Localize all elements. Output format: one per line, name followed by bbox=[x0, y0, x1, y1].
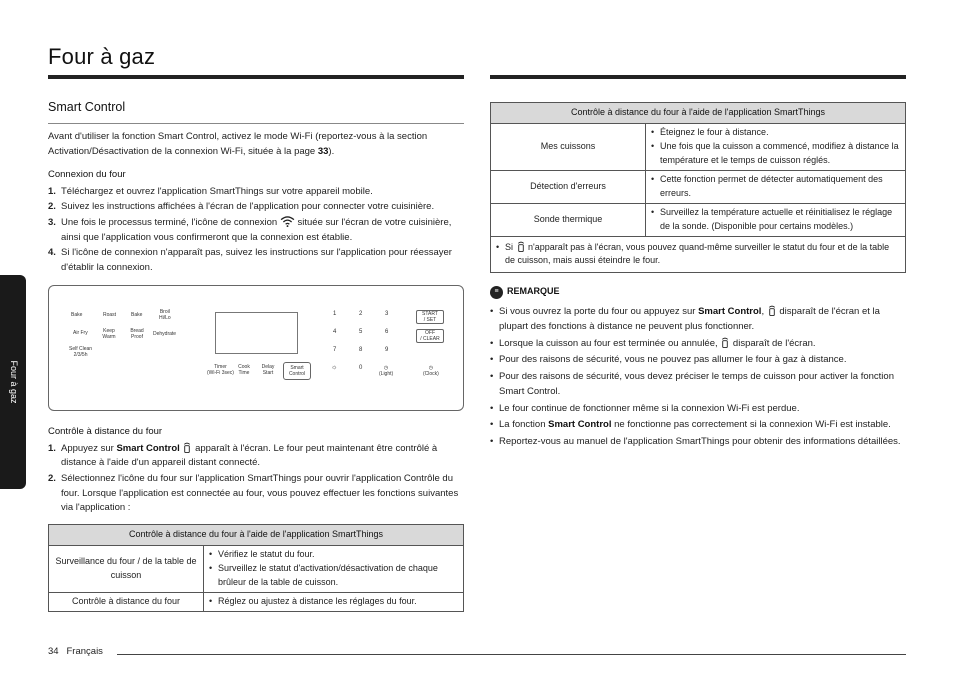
side-tab bbox=[0, 275, 26, 489]
broil-key-label: Broil Hi/Lo bbox=[159, 308, 171, 321]
key-4: 4 bbox=[333, 328, 337, 335]
smart-control-icon bbox=[516, 241, 526, 252]
list-item: 2. Suivez les instructions affichées à l'écran de l'application pour connecter votre cuisinière. bbox=[48, 201, 435, 213]
table-row: Mes cuissons • Éteignez le four à distance. • Une fois que la cuisson a commencé, modifiez à distance la température et le temps de cuisson réglés. bbox=[491, 123, 906, 170]
start-key-label: START / SET bbox=[422, 310, 438, 323]
oven-display bbox=[215, 312, 298, 354]
key-8: 8 bbox=[359, 346, 363, 353]
air-fry-key-label: Air Fry bbox=[73, 329, 88, 336]
bread-proof-key-label: Bread Proof bbox=[130, 327, 144, 340]
delay-start-key-label: Delay Start bbox=[261, 363, 275, 376]
list-item: 3. Une fois le processus terminé, l'icône de connexion située sur l'écran de votre cuisinière, ainsi que l'application vous confirmeront que la connexion est établie. bbox=[48, 216, 452, 243]
smart-control-icon bbox=[720, 337, 730, 348]
smart-control-icon bbox=[182, 442, 192, 453]
bake-key-label-2: Bake bbox=[131, 311, 143, 318]
footer-language: Français bbox=[66, 646, 103, 657]
bake-key-label: Bake bbox=[71, 311, 83, 318]
light-sun-icon: ☼ bbox=[331, 363, 338, 371]
note-icon: ≡ bbox=[490, 286, 503, 299]
off-key-label: OFF / CLEAR bbox=[420, 329, 440, 342]
self-clean-key-label: Self Clean 2/3/5h bbox=[69, 345, 93, 358]
side-tab-label: Four à gaz bbox=[8, 360, 19, 404]
table-header: Contrôle à distance du four à l'aide de l'application SmartThings bbox=[49, 525, 464, 546]
note-title: ≡ REMARQUE bbox=[490, 285, 906, 299]
table-row: • Si n'apparaît pas à l'écran, vous pouvez quand-même surveiller le statut du four et de la table de cuisson, mais aussi éteindre le four. bbox=[491, 236, 906, 273]
clock-key-label: ◷ (Clock) bbox=[423, 364, 439, 377]
key-9: 9 bbox=[385, 346, 389, 353]
intro-paragraph: Avant d'utiliser la fonction Smart Control, activez le mode Wi-Fi (reportez-vous à la section Activation/Désactivation de la connexion Wi-Fi, située à la page 33). bbox=[48, 131, 428, 158]
key-5: 5 bbox=[359, 328, 363, 335]
table-row: Surveillance du four / de la table de cuisson • Vérifiez le statut du four. • Surveillez le statut d'activation/désactivation de chaque brûleur de la table de cuisson. bbox=[49, 546, 464, 593]
list-item: 1. Appuyez sur Smart Control apparaît à l'écran. Le four peut maintenant être contrôlé à distance à l'aide d'un appareil distant connecté. bbox=[48, 442, 438, 469]
connexion-steps bbox=[48, 185, 464, 276]
remote-steps bbox=[48, 442, 464, 517]
key-6: 6 bbox=[385, 328, 389, 335]
keep-warm-key-label: Keep Warm bbox=[102, 327, 116, 340]
list-item: • Si vous ouvrez la porte du four ou appuyez sur Smart Control, disparaît de l'écran et la plupart des fonctions à distance ne peuvent plus fonctionner. bbox=[490, 305, 906, 334]
timer-key-label: Timer (Wi-Fi 3sec) bbox=[207, 363, 234, 376]
list-item: • Le four continue de fonctionner même si la connexion Wi-Fi est perdue. bbox=[490, 402, 906, 417]
list-item: • Lorsque la cuisson au four est terminée ou annulée, disparaît de l'écran. bbox=[490, 337, 906, 352]
table-row: Sonde thermique • Surveillez la température actuelle et réinitialisez le réglage de la sonde. (Disponible pour certains modèles.) bbox=[491, 203, 906, 236]
light-key-label: ◷ (Light) bbox=[379, 364, 394, 377]
footer-rule bbox=[117, 654, 906, 655]
page-number: 34 bbox=[48, 646, 59, 657]
section-heading: Smart Control bbox=[48, 98, 464, 124]
cook-time-key-label: Cook Time bbox=[238, 363, 250, 376]
notes-list bbox=[490, 305, 906, 449]
key-2: 2 bbox=[359, 310, 363, 317]
key-3: 3 bbox=[385, 310, 389, 317]
remote-functions-table-continued bbox=[490, 102, 906, 273]
page-title: Four à gaz bbox=[48, 44, 156, 69]
table-row: Détection d'erreurs • Cette fonction permet de détecter automatiquement des erreurs. bbox=[491, 170, 906, 203]
title-rule-left bbox=[48, 75, 464, 79]
control-panel-illustration bbox=[48, 285, 464, 411]
list-item: • Reportez-vous au manuel de l'application SmartThings pour obtenir des informations détaillées. bbox=[490, 435, 906, 450]
remote-functions-table bbox=[48, 524, 464, 612]
list-item: • Pour des raisons de sécurité, vous devez préciser le temps de cuisson pour activer la fonction Smart Control. bbox=[490, 370, 906, 399]
page-footer bbox=[48, 645, 103, 660]
table-header: Contrôle à distance du four à l'aide de l'application SmartThings bbox=[491, 103, 906, 124]
smart-control-icon bbox=[767, 305, 777, 316]
key-7: 7 bbox=[333, 346, 337, 353]
key-0: 0 bbox=[359, 364, 363, 371]
left-column bbox=[48, 98, 464, 612]
smart-control-key-label: Smart Control bbox=[288, 364, 306, 377]
list-item: • La fonction Smart Control ne fonctionne pas correctement si la connexion Wi-Fi est instable. bbox=[490, 418, 906, 433]
right-column bbox=[490, 102, 906, 452]
connexion-heading: Connexion du four bbox=[48, 168, 126, 180]
key-1: 1 bbox=[333, 310, 337, 317]
title-rule-right bbox=[490, 75, 906, 79]
roast-key-label: Roast bbox=[103, 311, 117, 318]
remote-heading: Contrôle à distance du four bbox=[48, 425, 163, 437]
list-item: 1. Téléchargez et ouvrez l'application SmartThings sur votre appareil mobile. bbox=[48, 185, 373, 197]
list-item: 4. Si l'icône de connexion n'apparaît pas, suivez les instructions sur l'application pour réessayer d'établir la connexion. bbox=[48, 247, 452, 274]
wifi-icon bbox=[280, 216, 295, 227]
table-row: Contrôle à distance du four • Réglez ou ajustez à distance les réglages du four. bbox=[49, 592, 464, 611]
page-reference: 33 bbox=[317, 146, 329, 158]
list-item: 2. Sélectionnez l'icône du four sur l'application SmartThings pour ouvrir l'application Contrôle du four. Lorsque l'application est connectée au four, vous pouvez effectuer les fonctions suivantes via l'application : bbox=[48, 473, 459, 514]
list-item: • Pour des raisons de sécurité, vous ne pouvez pas allumer le four à gaz à distance. bbox=[490, 353, 906, 368]
dehydrate-key-label: Dehydrate bbox=[153, 330, 177, 337]
